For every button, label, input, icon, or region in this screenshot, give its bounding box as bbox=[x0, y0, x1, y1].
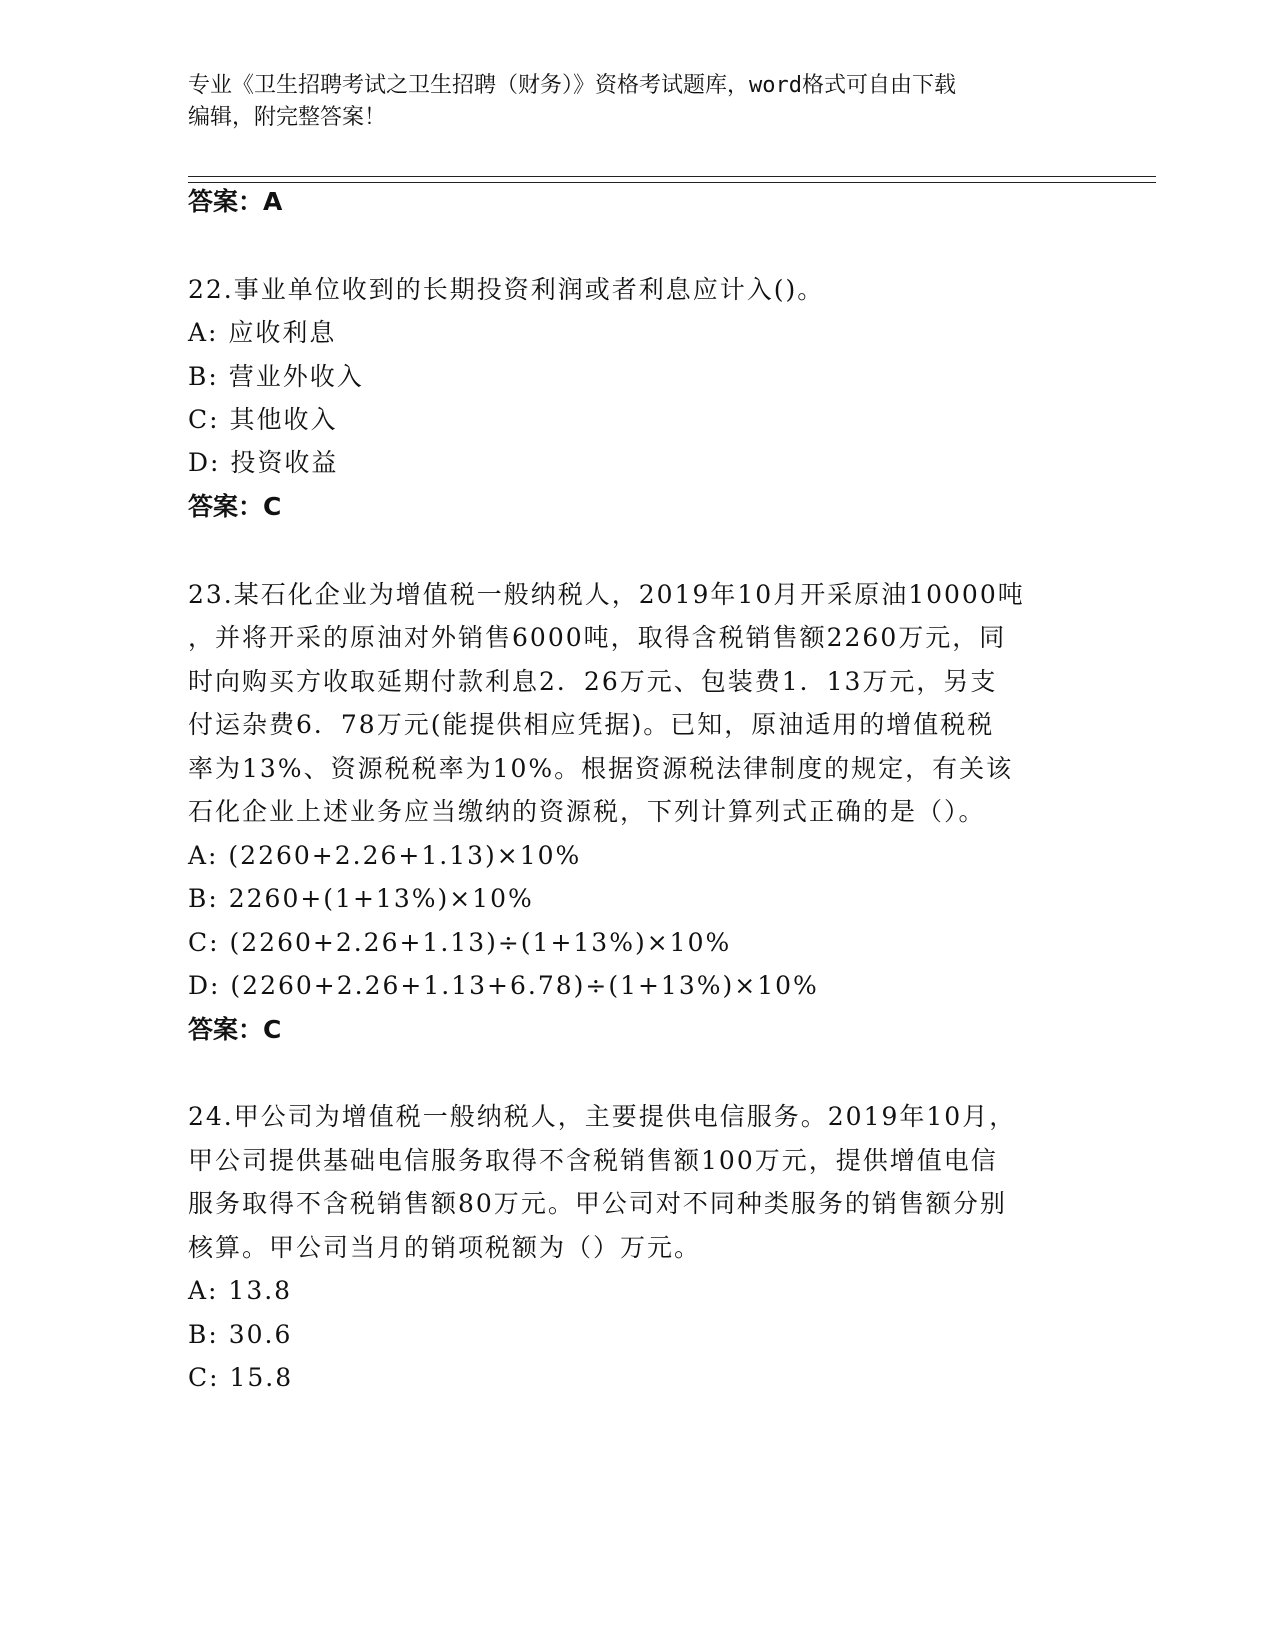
question-22-option-b: B: 营业外收入 bbox=[188, 362, 364, 391]
question-22-stem: 22.事业单位收到的长期投资利润或者利息应计入()。 bbox=[188, 275, 825, 304]
question-24-option-a: A: 13.8 bbox=[188, 1276, 293, 1305]
question-23-line: ，并将开采的原油对外销售6000吨，取得含税销售额2260万元，同 bbox=[188, 623, 1007, 652]
question-24-line: 甲公司提供基础电信服务取得不含税销售额100万元，提供增值电信 bbox=[188, 1146, 998, 1175]
question-23-line: 付运杂费6．78万元(能提供相应凭据)。已知，原油适用的增值税税 bbox=[188, 710, 995, 739]
header-line-1: 专业《卫生招聘考试之卫生招聘（财务）》资格考试题库，word格式可自由下载 bbox=[188, 73, 956, 98]
question-22-option-c: C: 其他收入 bbox=[188, 405, 338, 434]
question-23-line: 石化企业上述业务应当缴纳的资源税，下列计算列式正确的是（）。 bbox=[188, 797, 986, 826]
question-23-option-b: B: 2260+(1+13%)×10% bbox=[188, 884, 534, 913]
question-23-answer: 答案：C bbox=[188, 1015, 282, 1044]
question-22-answer: 答案：C bbox=[188, 492, 282, 521]
question-22-option-a: A: 应收利息 bbox=[188, 318, 337, 347]
document-header bbox=[188, 70, 1088, 134]
question-23-option-d: D: (2260+2.26+1.13+6.78)÷(1+13%)×10% bbox=[188, 971, 819, 1000]
question-24-option-c: C: 15.8 bbox=[188, 1363, 294, 1392]
header-divider-top bbox=[188, 176, 1156, 177]
question-23-line: 时向购买方收取延期付款利息2．26万元、包装费1．13万元，另支 bbox=[188, 667, 998, 696]
question-23-line: 率为13%、资源税税率为10%。根据资源税法律制度的规定，有关该 bbox=[188, 754, 1014, 783]
header-line-2: 编辑，附完整答案！ bbox=[188, 105, 387, 130]
header-divider-bottom bbox=[188, 182, 1156, 183]
question-24-option-b: B: 30.6 bbox=[188, 1320, 293, 1349]
question-23-line: 23.某石化企业为增值税一般纳税人，2019年10月开采原油10000吨 bbox=[188, 580, 1025, 609]
question-22-option-d: D: 投资收益 bbox=[188, 448, 339, 477]
question-24-line: 24.甲公司为增值税一般纳税人，主要提供电信服务。2019年10月， bbox=[188, 1102, 1017, 1131]
previous-answer: 答案：A bbox=[188, 187, 283, 216]
question-23-option-c: C: (2260+2.26+1.13)÷(1+13%)×10% bbox=[188, 928, 732, 957]
question-24-line: 服务取得不含税销售额80万元。甲公司对不同种类服务的销售额分别 bbox=[188, 1189, 1007, 1218]
question-23-option-a: A: (2260+2.26+1.13)×10% bbox=[188, 841, 582, 870]
question-24-line: 核算。甲公司当月的销项税额为（）万元。 bbox=[188, 1233, 702, 1262]
